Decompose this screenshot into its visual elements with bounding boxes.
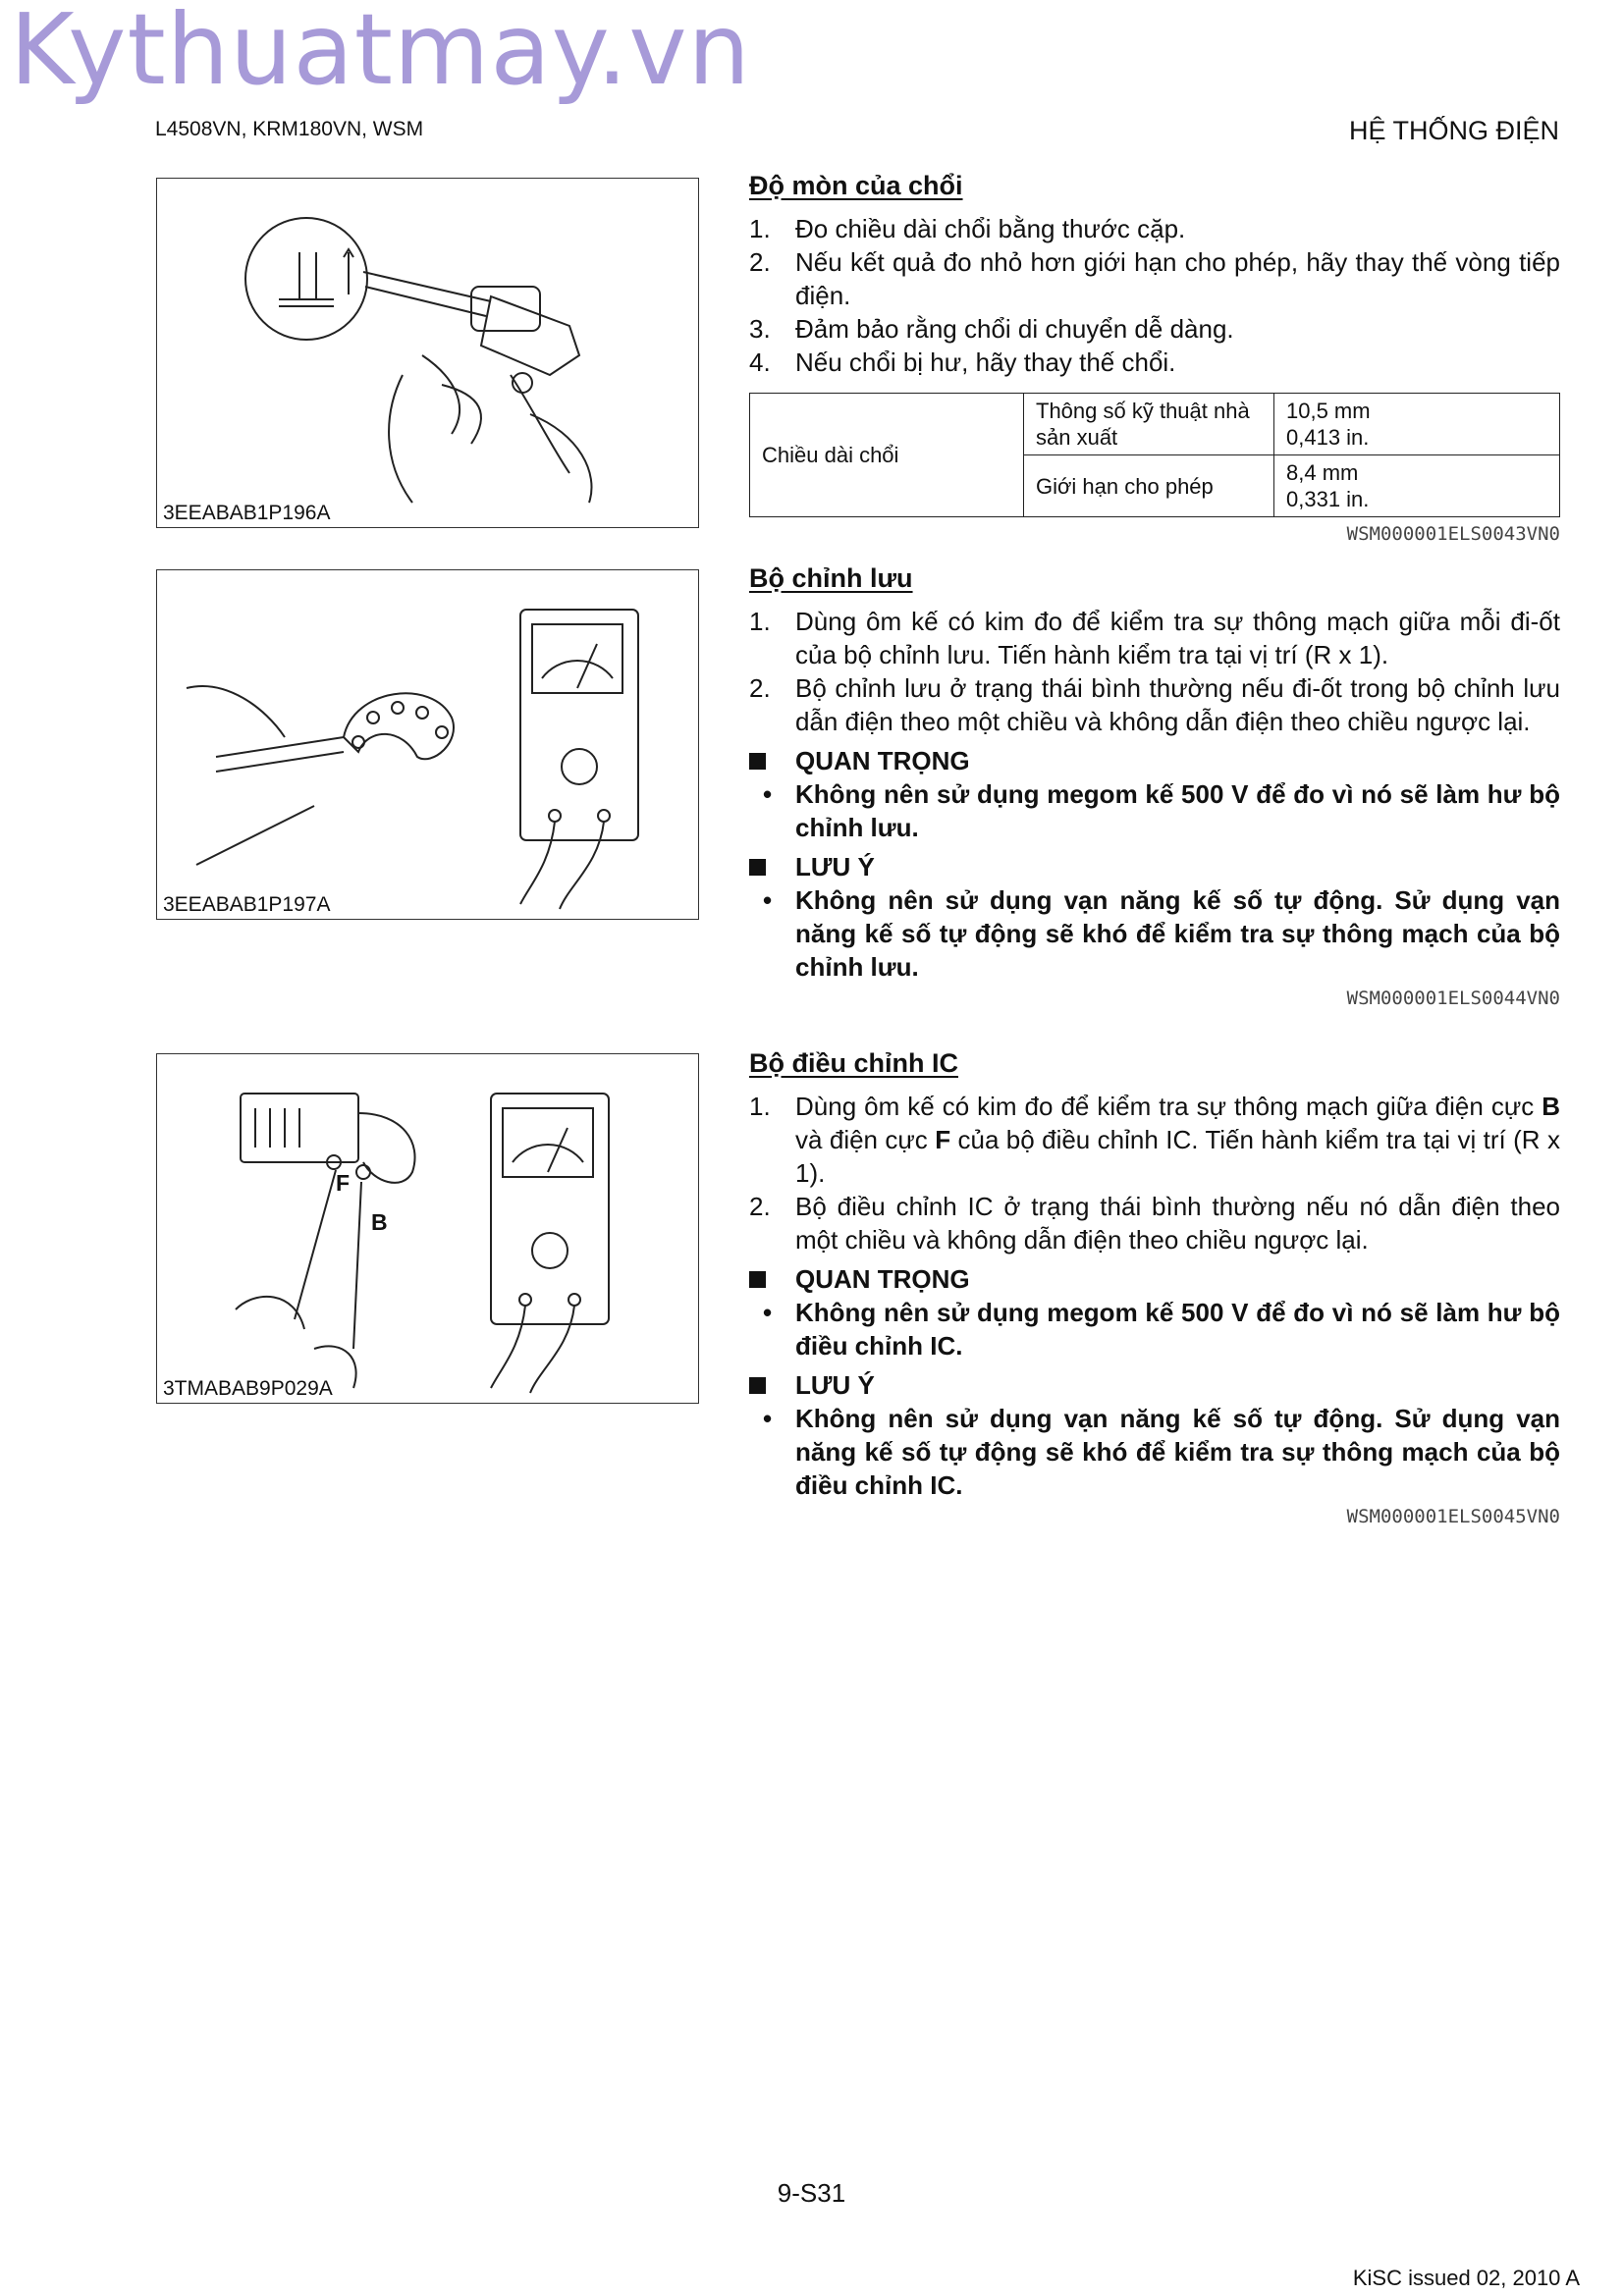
terminal-b-label: B — [371, 1209, 388, 1235]
list-item: 1. Dùng ôm kế có kim đo để kiểm tra sự thông mạch giữa mỗi đi-ốt của bộ chỉnh lưu. Tiến hành kiểm tra tại vị trí (R x 1). — [749, 607, 1560, 669]
spec-label: Thông số kỹ thuật nhà sản xuất — [1024, 394, 1274, 455]
note-heading: LƯU Ý — [749, 1368, 1560, 1402]
doc-code: WSM000001ELS0043VN0 — [1346, 523, 1560, 545]
section-ic-regulator — [749, 1046, 1560, 1529]
page-number: 9-S31 — [777, 2178, 846, 2208]
figure-rectifier-test — [156, 569, 699, 920]
list-item: 1. Đo chiều dài chổi bằng thước cặp. — [749, 214, 1186, 243]
brush-steps — [749, 212, 1560, 379]
section-brush-wear — [749, 169, 1560, 547]
terminal-f-label: F — [336, 1170, 351, 1196]
section-title: Độ mòn của chổi — [749, 171, 963, 200]
list-item: 2. Bộ điều chỉnh IC ở trạng thái bình thường nếu nó dẫn điện theo một chiều và không dẫn điện theo chiều ngược lại. — [749, 1192, 1560, 1255]
list-item: 4. Nếu chổi bị hư, hãy thay thế chổi. — [749, 347, 1176, 377]
list-item: 2. Nếu kết quả đo nhỏ hơn giới hạn cho phép, hãy thay thế vòng tiếp điện. — [749, 247, 1560, 310]
note-heading: LƯU Ý — [749, 850, 1560, 883]
note-text: • Không nên sử dụng vạn năng kế số tự động. Sử dụng vạn năng kế số tự động sẽ khó để kiểm tra sự thông mạch của bộ điều chỉnh IC. — [763, 1404, 1560, 1500]
section-title: Bộ điều chỉnh IC — [749, 1048, 958, 1078]
doc-code: WSM000001ELS0044VN0 — [1346, 988, 1560, 1009]
rectifier-ohmmeter-illustration — [157, 570, 700, 921]
watermark: Kythuatmay.vn — [10, 0, 751, 107]
important-heading: QUAN TRỌNG — [749, 1262, 1560, 1296]
figure-code: 3EEABAB1P196A — [163, 502, 331, 524]
list-item: 3. Đảm bảo rằng chổi di chuyển dễ dàng. — [749, 314, 1234, 344]
caliper-illustration — [157, 179, 700, 529]
limit-label: Giới hạn cho phép — [1024, 455, 1274, 517]
rectifier-steps — [749, 605, 1560, 738]
spec-value: 10,5 mm 0,413 in. — [1274, 394, 1560, 455]
important-heading: QUAN TRỌNG — [749, 744, 1560, 777]
important-text: • Không nên sử dụng megom kế 500 V để đo vì nó sẽ làm hư bộ điều chỉnh IC. — [763, 1298, 1560, 1361]
list-item: 2. Bộ chỉnh lưu ở trạng thái bình thường nếu đi-ốt trong bộ chỉnh lưu dẫn điện theo một chiều và không dẫn điện theo chiều ngược lại. — [749, 673, 1560, 736]
header-model: L4508VN, KRM180VN, WSM — [155, 118, 424, 140]
section-title: Bộ chỉnh lưu — [749, 563, 913, 593]
figure-code: 3EEABAB1P197A — [163, 893, 331, 916]
brush-spec-table — [749, 393, 1560, 517]
doc-code: WSM000001ELS0045VN0 — [1346, 1506, 1560, 1527]
header-section: HỆ THỐNG ĐIỆN — [1348, 116, 1559, 145]
regulator-steps — [749, 1090, 1560, 1256]
note-text: • Không nên sử dụng vạn năng kế số tự động. Sử dụng vạn năng kế số tự động sẽ khó để kiểm tra sự thông mạch của bộ chỉnh lưu. — [763, 885, 1560, 982]
figure-brush-caliper — [156, 178, 699, 528]
figure-code: 3TMABAB9P029A — [163, 1377, 333, 1400]
list-item: 1. Dùng ôm kế có kim đo để kiểm tra sự thông mạch giữa điện cực B và điện cực F của bộ điều chỉnh IC. Tiến hành kiểm tra tại vị trí (R x 1). — [749, 1092, 1560, 1188]
section-rectifier — [749, 561, 1560, 1011]
important-text: • Không nên sử dụng megom kế 500 V để đo vì nó sẽ làm hư bộ chỉnh lưu. — [763, 779, 1560, 842]
regulator-ohmmeter-illustration — [157, 1054, 700, 1405]
footer-issue: KiSC issued 02, 2010 A — [1352, 2266, 1580, 2290]
spec-item: Chiều dài chổi — [750, 394, 1024, 517]
limit-value: 8,4 mm 0,331 in. — [1274, 455, 1560, 517]
figure-regulator-test — [156, 1053, 699, 1404]
